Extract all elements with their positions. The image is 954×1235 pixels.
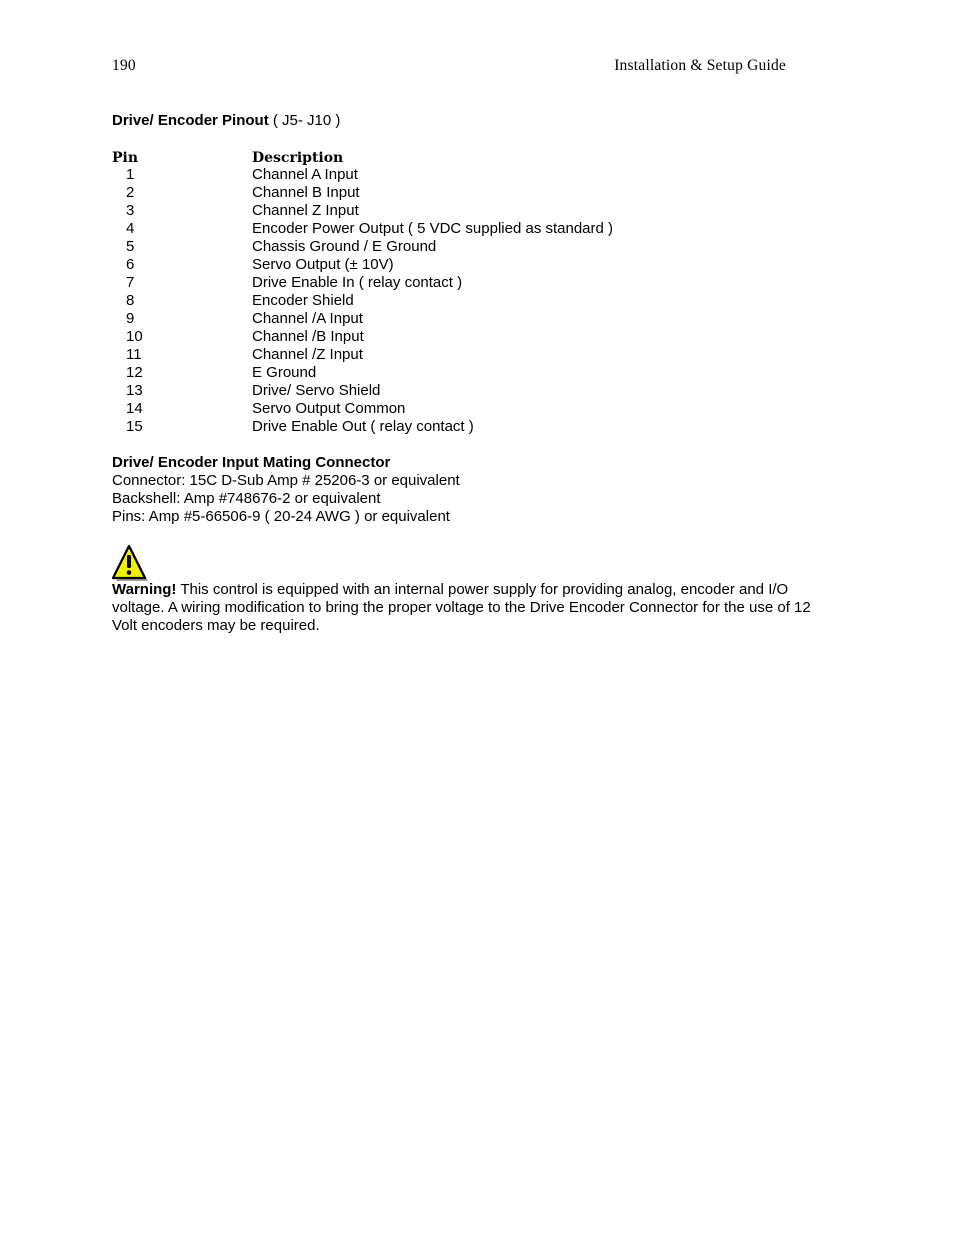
pin-row [112,418,812,436]
pin-number: 4 [126,220,135,237]
pin-number: 15 [126,418,143,435]
pin-row [112,292,812,310]
pin-row [112,310,812,328]
pin-number: 2 [126,184,135,201]
pin-number: 14 [126,400,143,417]
warning-body: This control is equipped with an internal power supply for providing analog, encoder and I/O voltage. A wiring modification to bring the proper voltage to the Drive Encoder Connector for the use of 12 Volt encoders may be required. [112,581,811,634]
pin-column-header: Pin [112,150,139,166]
pin-number: 7 [126,274,135,291]
pin-description: Encoder Shield [252,292,354,309]
pin-description: Channel /B Input [252,328,364,345]
pin-row [112,346,812,364]
pinout-heading-suffix: ( J5- J10 ) [268,112,341,129]
pin-row [112,166,812,184]
pin-description: Channel B Input [252,184,360,201]
pin-description: Channel A Input [252,166,358,183]
description-column-header: Description [252,150,344,166]
pin-description: Channel /Z Input [252,346,363,363]
pin-number: 11 [126,346,142,363]
pin-description: Channel Z Input [252,202,359,219]
pin-description: Servo Output Common [252,400,406,417]
running-head: Installation & Setup Guide [614,57,786,74]
pin-row [112,256,812,274]
pin-description: Drive Enable In ( relay contact ) [252,274,463,291]
mating-connector-section [112,454,460,526]
pinout-heading [112,112,340,129]
pin-row [112,364,812,382]
pin-row [112,202,812,220]
pin-description: Servo Output (± 10V) [252,256,394,273]
pin-row [112,382,812,400]
page-number: 190 [112,57,136,74]
pin-row [112,328,812,346]
pins-line: Pins: Amp #5-66506-9 ( 20-24 AWG ) or equivalent [112,508,450,525]
pin-number: 6 [126,256,135,273]
backshell-line: Backshell: Amp #748676-2 or equivalent [112,490,381,507]
pin-row [112,220,812,238]
mating-connector-title: Drive/ Encoder Input Mating Connector [112,454,391,471]
pin-number: 3 [126,202,135,219]
pin-description: Chassis Ground / E Ground [252,238,437,255]
pin-table [112,148,812,436]
pinout-heading-bold: Drive/ Encoder Pinout [112,112,269,129]
pin-number: 10 [126,328,143,345]
pin-description: E Ground [252,364,317,381]
warning-triangle-icon [110,542,150,582]
connector-line: Connector: 15C D-Sub Amp # 25206-3 or equivalent [112,472,460,489]
pin-number: 9 [126,310,135,327]
pin-description: Drive/ Servo Shield [252,382,381,399]
pin-number: 5 [126,238,135,255]
pin-description: Channel /A Input [252,310,363,327]
pin-row [112,238,812,256]
pin-number: 12 [126,364,143,381]
pin-number: 8 [126,292,135,309]
warning-paragraph [112,581,812,635]
pin-description: Encoder Power Output ( 5 VDC supplied as standard ) [252,220,614,237]
pin-description: Drive Enable Out ( relay contact ) [252,418,474,435]
pin-row [112,400,812,418]
pin-row [112,184,812,202]
pin-row [112,274,812,292]
pin-number: 1 [126,166,135,183]
warning-label: Warning! [112,581,177,598]
pin-number: 13 [126,382,143,399]
pin-table-header [112,148,812,166]
